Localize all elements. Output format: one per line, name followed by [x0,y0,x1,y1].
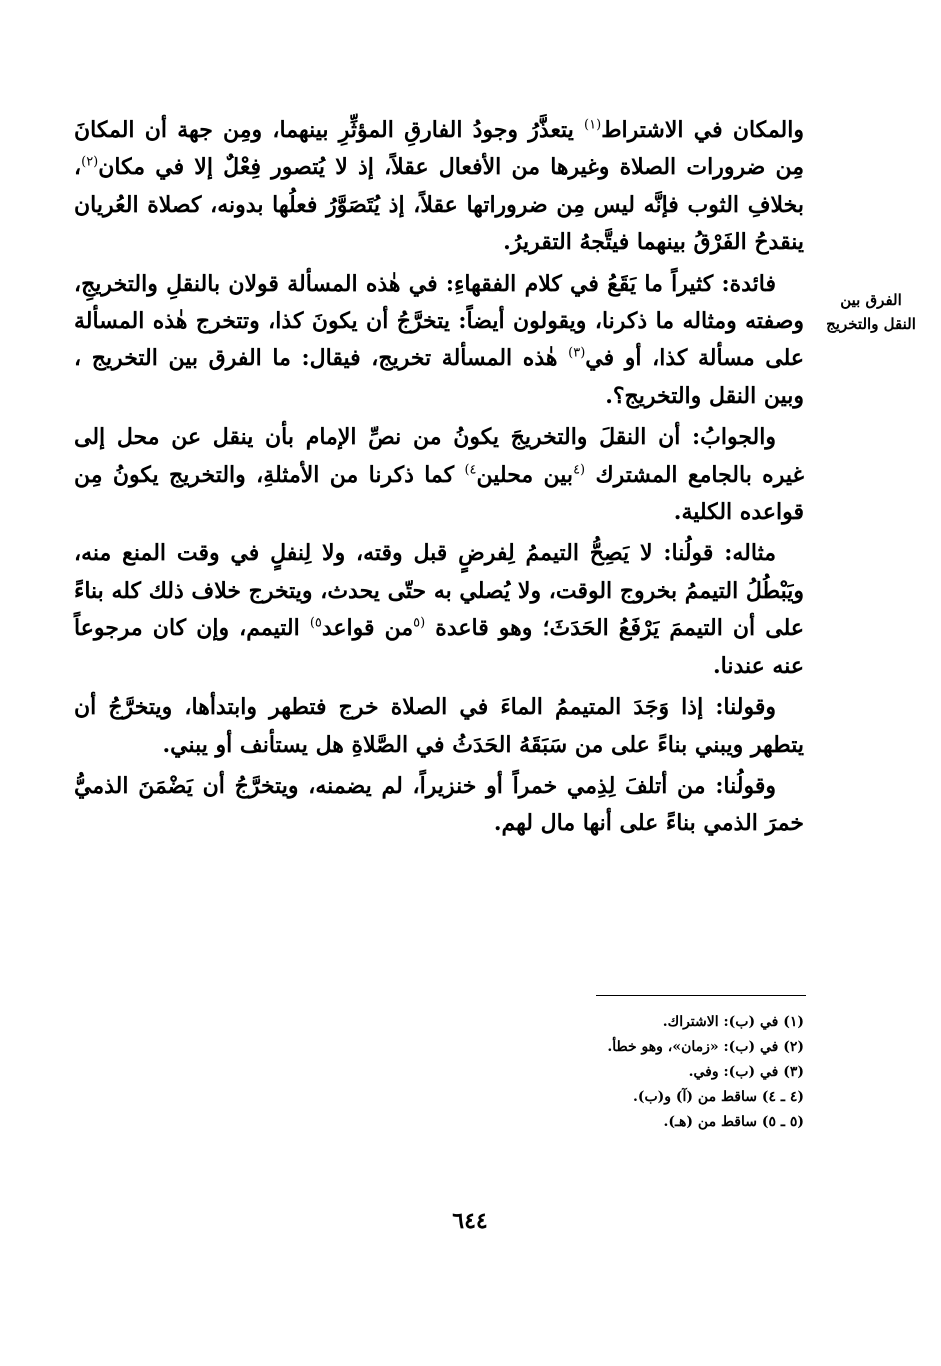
footnote-item: (٢) في (ب): «زمان»، وهو خطأ. [607,1039,804,1055]
paragraph-5 [74,689,804,764]
paragraph-2 [74,266,804,416]
margin-heading-line-1: الفرق بين [840,291,902,309]
margin-heading [812,288,930,336]
paragraph-4-part-c: التيمم، وإن كان مرجوعاً عنه عندنا. [74,615,804,679]
footnote-ref-1: (١) [584,117,602,133]
footnote-ref-5-open: (٥ [413,615,426,631]
margin-heading-line-2: النقل والتخريج [826,315,916,333]
paragraph-4 [74,535,804,685]
paragraph-3-part-c: كما ذكرنا من الأمثلةِ، والتخريج يكونُ مِن قواعده الكلية. [74,461,804,526]
paragraph-4-part-b: من قواعد [321,615,414,642]
footnote-ref-4-close: ٤) [464,462,477,478]
paragraph-4-part-a: مثاله: قولُنا: لا يَصِحُّ التيممُ لِفرضٍ قبل وقته، ولا لِنفلٍ في وقت المنع منه، ويَبْطُلُ التيممُ بخروج الوقت، ولا يُصلي به حتّى يحدث، ويتخرج خلاف ذلك كله بناءً على أن التيممَ يَرْفَعُ الحَدَثَ؛ وهو قاعدة [74,540,804,642]
paragraph-1-part-a: والمكان في الاشتراط [601,117,804,143]
paragraph-2-part-a: فائدة: كثيراً ما يَقَعُ في كلام الفقهاءِ: في هٰذه المسألة قولان بالنقلِ والتخريجِ، وصفته ومثاله ما ذكرنا، ويقولون أيضاً: يتخرَّجُ أن يكونَ كذا، وتتخرج هٰذه المسألة على مسألة كذا، أو في [74,270,804,372]
paragraph-3-part-b: بين محلين [476,461,574,488]
main-text-body [74,112,804,843]
footnote-item: (١) في (ب): الاشتراك. [662,1014,804,1030]
paragraph-1 [74,112,804,262]
footnotes-section [420,1010,804,1135]
footnote-ref-2: (٢) [81,155,99,171]
paragraph-2-part-b: هٰذه المسألة تخريج، فيقال: ما الفرق بين التخريج ، وبين النقل والتخريج؟. [74,345,804,409]
footnote-item: (٥ ـ ٥) ساقط من (هـ). [663,1114,804,1130]
paragraph-3 [74,419,804,531]
page-number: ٦٤٤ [452,1208,488,1234]
paragraph-6 [74,768,804,843]
paragraph-5-text: وقولنا: إذا وَجَدَ المتيممُ الماءَ في الصلاة خرج فتطهر وابتدأها، ويتخرَّجُ أن يتطهر ويبني بناءً على من سَبَقَهُ الحَدَثُ في الصَّلاةِ هل يستأنف أو يبني. [74,694,804,758]
paragraph-3-part-a: والجوابُ: أن النقلَ والتخريجَ يكونُ من نصِّ الإمام بأن ينقل عن محل إلى غيره بالجامع المشترك [74,424,804,488]
footnote-ref-3: (٣) [568,346,586,362]
paragraph-1-part-b: يتعذَّرُ وجودُ الفارقِ المؤثِّرِ بينهما، ومِن جهة أن المكانَ مِن ضرورات الصلاة وغيرها من الأفعال عقلاً، إذ لا يُتصور فِعْلٌ إلا في مكان [74,117,804,181]
footnote-ref-5-close: ٥) [309,615,322,631]
footnote-item: (٤ ـ ٤) ساقط من (آ) و(ب). [632,1089,804,1105]
footnote-item: (٣) في (ب): وفي. [688,1064,804,1080]
footnote-divider [596,995,806,996]
paragraph-6-text: وقولُنا: من أتلفَ لِذِمي خمراً أو خنزيراً، لم يضمنه، ويتخرَّجُ أن يَضْمَنَ الذميُّ خمرَ الذمي بناءً على أنها مال لهم. [74,772,804,837]
footnote-ref-4-open: (٤ [573,462,586,478]
paragraph-1-part-c: ، بخلافِ الثوب فإنَّه ليس مِن ضروراتها عقلاً، إذ يُتَصَوَّرُ فعلُها بدونه، كصلاة العُريان ينقدحُ الفَرْقُ بينهما فيتَّجهُ التقريرُ. [74,154,804,256]
